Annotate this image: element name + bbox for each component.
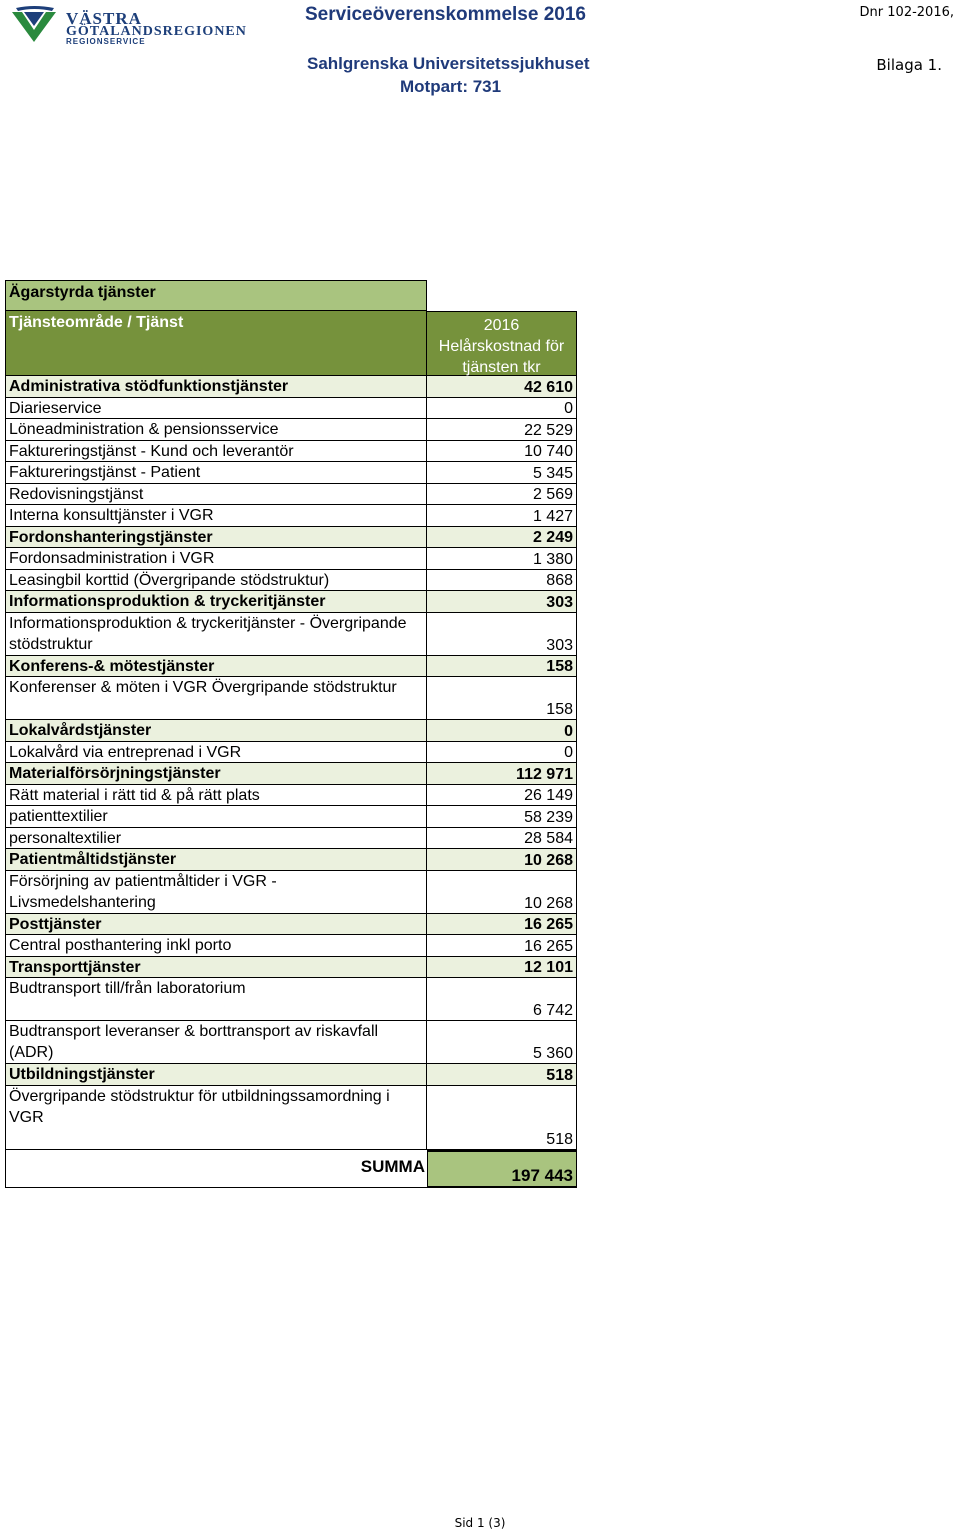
hospital-name: Sahlgrenska Universitetssjukhuset	[307, 54, 590, 73]
service-name: Konferenser & möten i VGR Övergripande stödstruktur	[6, 677, 427, 719]
service-cost: 10 268	[427, 871, 577, 913]
col-header-cost-line3: tjänsten tkr	[462, 359, 541, 376]
service-name: Budtransport leveranser & borttransport av riskavfall (ADR)	[6, 1021, 427, 1063]
service-cost: 0	[427, 742, 577, 763]
service-cost: 158	[427, 677, 577, 719]
service-cost: 518	[427, 1086, 577, 1149]
service-cost: 58 239	[427, 806, 577, 827]
service-name: Redovisningstjänst	[6, 484, 427, 505]
service-cost: 5 360	[427, 1021, 577, 1063]
category-name: Lokalvårdstjänster	[6, 720, 427, 741]
dnr-number: Dnr 102-2016,	[859, 5, 954, 20]
service-row	[5, 505, 577, 527]
service-row	[5, 441, 577, 463]
sum-label: SUMMA	[360, 1156, 425, 1176]
service-name: Löneadministration & pensionsservice	[6, 419, 427, 440]
service-cost: 16 265	[427, 935, 577, 956]
service-name: Lokalvård via entreprenad i VGR	[6, 742, 427, 763]
category-cost: 112 971	[427, 763, 577, 784]
service-name: Budtransport till/från laboratorium	[6, 978, 427, 1020]
service-name: patienttextilier	[6, 806, 427, 827]
service-name: Faktureringstjänst - Patient	[6, 462, 427, 483]
category-cost: 0	[427, 720, 577, 741]
owner-label: Ägarstyrda tjänster	[5, 280, 427, 311]
service-cost: 5 345	[427, 462, 577, 483]
category-cost: 10 268	[427, 849, 577, 870]
category-row	[5, 849, 577, 871]
service-row	[5, 742, 577, 764]
category-cost: 12 101	[427, 957, 577, 978]
service-row	[5, 548, 577, 570]
category-name: Transporttjänster	[6, 957, 427, 978]
service-name: Informationsproduktion & tryckeritjänster - Övergripande stödstruktur	[6, 613, 427, 655]
category-cost: 303	[427, 591, 577, 612]
category-name: Fordonshanteringstjänster	[6, 527, 427, 548]
service-row	[5, 570, 577, 592]
service-row	[5, 785, 577, 807]
service-row	[5, 613, 577, 656]
category-row	[5, 1064, 577, 1086]
service-name: Central posthantering inkl porto	[6, 935, 427, 956]
motpart: Motpart: 731	[400, 77, 502, 96]
service-row	[5, 1021, 577, 1064]
service-cost: 1 427	[427, 505, 577, 526]
service-cost: 6 742	[427, 978, 577, 1020]
col-header-year: 2016	[483, 317, 520, 334]
category-name: Posttjänster	[6, 914, 427, 935]
category-row	[5, 591, 577, 613]
category-row	[5, 763, 577, 785]
service-cost: 303	[427, 613, 577, 655]
service-name: Fordonsadministration i VGR	[6, 548, 427, 569]
category-name: Konferens-& mötestjänster	[6, 656, 427, 677]
service-name: Rätt material i rätt tid & på rätt plats	[6, 785, 427, 806]
service-name: personaltextilier	[6, 828, 427, 849]
category-name: Utbildningstjänster	[6, 1064, 427, 1085]
service-row	[5, 677, 577, 720]
service-row	[5, 828, 577, 850]
category-row	[5, 656, 577, 678]
service-name: Diarieservice	[6, 398, 427, 419]
regionservice-logo	[10, 6, 247, 46]
service-name: Interna konsulttjänster i VGR	[6, 505, 427, 526]
service-row	[5, 806, 577, 828]
category-row	[5, 914, 577, 936]
bilaga-label: Bilaga 1.	[876, 56, 942, 74]
category-row	[5, 376, 577, 398]
sum-value: 197 443	[427, 1150, 577, 1187]
service-cost: 28 584	[427, 828, 577, 849]
category-row	[5, 957, 577, 979]
category-cost: 158	[427, 656, 577, 677]
table-header	[5, 311, 577, 376]
service-row	[5, 484, 577, 506]
sum-row	[5, 1150, 577, 1188]
category-cost: 42 610	[427, 376, 577, 397]
service-row	[5, 398, 577, 420]
category-cost: 16 265	[427, 914, 577, 935]
table-body	[5, 376, 577, 1150]
service-row	[5, 1086, 577, 1150]
logo-text-regionservice: REGIONSERVICE	[66, 37, 146, 46]
service-cost: 2 569	[427, 484, 577, 505]
service-name: Försörjning av patientmåltider i VGR - Livsmedelshantering	[6, 871, 427, 913]
service-name: Leasingbil korttid (Övergripande stödstruktur)	[6, 570, 427, 591]
col-header-service: Tjänsteområde / Tjänst	[6, 311, 427, 375]
category-cost: 518	[427, 1064, 577, 1085]
document-title: Serviceöverenskommelse 2016	[305, 4, 586, 25]
category-row	[5, 720, 577, 742]
service-row	[5, 871, 577, 914]
services-table	[5, 280, 577, 1188]
category-cost: 2 249	[427, 527, 577, 548]
col-header-cost	[427, 311, 577, 375]
logo-text-vastra: VÄSTRA	[66, 9, 142, 28]
service-row	[5, 935, 577, 957]
category-name: Materialförsörjningstjänster	[6, 763, 427, 784]
service-name: Övergripande stödstruktur för utbildningssamordning i VGR	[6, 1086, 427, 1149]
service-cost: 26 149	[427, 785, 577, 806]
service-cost: 868	[427, 570, 577, 591]
service-cost: 10 740	[427, 441, 577, 462]
service-name: Faktureringstjänst - Kund och leverantör	[6, 441, 427, 462]
service-cost: 22 529	[427, 419, 577, 440]
service-cost: 1 380	[427, 548, 577, 569]
logo-text-gotalandsregionen: GÖTALANDSREGIONEN	[66, 24, 247, 39]
service-row	[5, 462, 577, 484]
vgr-emblem-icon	[10, 6, 60, 46]
category-name: Patientmåltidstjänster	[6, 849, 427, 870]
category-row	[5, 527, 577, 549]
category-name: Informationsproduktion & tryckeritjänster	[6, 591, 427, 612]
service-row	[5, 419, 577, 441]
page-number: Sid 1 (3)	[454, 1516, 506, 1530]
service-cost: 0	[427, 398, 577, 419]
category-name: Administrativa stödfunktionstjänster	[6, 376, 427, 397]
service-row	[5, 978, 577, 1021]
col-header-cost-line2: Helårskostnad för	[438, 338, 565, 355]
